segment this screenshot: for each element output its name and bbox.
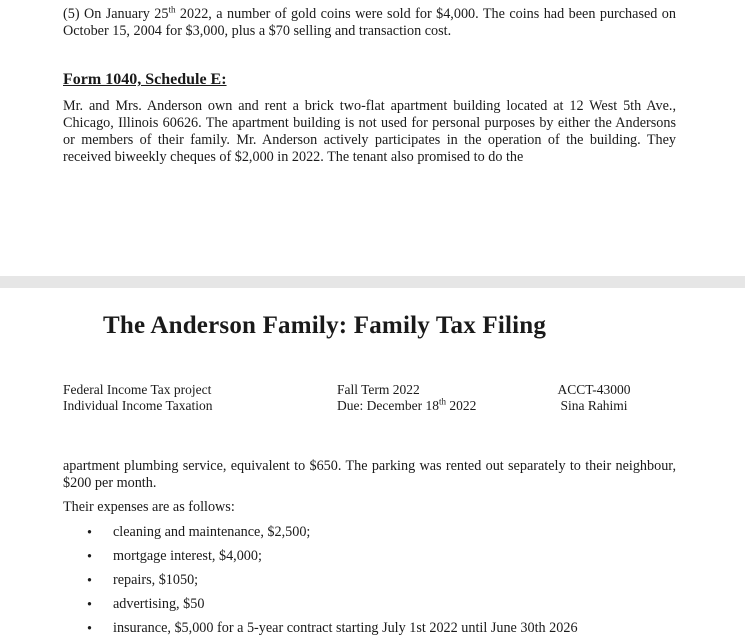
schedule-e-heading: Form 1040, Schedule E: xyxy=(63,71,227,88)
list-item xyxy=(63,524,578,548)
item-5-text-end: 2022, a number of gold coins were sold for $4,000. The coins had been purchased on October 15, 2004 for $3,000, plus a $70 selling and transaction cost. xyxy=(63,6,676,39)
bullet-icon: • xyxy=(87,525,92,541)
due-date-text: Due: December 18 xyxy=(337,398,439,413)
list-item xyxy=(63,596,578,620)
header-middle-line-2 xyxy=(337,398,476,414)
header-left-line-1: Federal Income Tax project xyxy=(63,382,212,397)
expense-text: mortgage interest, $4,000; xyxy=(113,548,262,564)
expense-text: insurance, $5,000 for a 5-year contract starting July 1st 2022 until June 30th 2026 xyxy=(113,620,578,636)
schedule-e-paragraph: Mr. and Mrs. Anderson own and rent a brick two-flat apartment building located at 12 West 5th Ave., Chicago, Illinois 60626. The apartment building is not used for personal purposes by either the Andersons or members of their family. Mr. Anderson actively participates in the operation of the building. They received biweekly cheques of $2,000 in 2022. The tenant also promised to do the xyxy=(63,98,676,165)
continued-paragraph: apartment plumbing service, equivalent to $650. The parking was rented out separately to their neighbour, $200 per month. xyxy=(63,458,676,491)
header-middle-line-1: Fall Term 2022 xyxy=(337,382,420,397)
course-code: ACCT-43000 xyxy=(557,382,631,397)
author-name: Sina Rahimi xyxy=(560,398,628,413)
bullet-icon: • xyxy=(87,597,92,613)
page-separator xyxy=(0,276,745,288)
list-item xyxy=(63,548,578,572)
item-5-text-start: (5) On January 25 xyxy=(63,6,169,22)
header-left-line-2: Individual Income Taxation xyxy=(63,398,213,413)
list-item xyxy=(63,572,578,596)
bullet-icon: • xyxy=(87,573,92,589)
expenses-list xyxy=(63,524,578,644)
document-page-1 xyxy=(0,0,745,276)
list-item xyxy=(63,620,578,644)
due-date-year: 2022 xyxy=(445,398,477,413)
expenses-intro: Their expenses are as follows: xyxy=(63,499,235,515)
expense-text: cleaning and maintenance, $2,500; xyxy=(113,524,311,540)
bullet-icon: • xyxy=(87,549,92,565)
header-left xyxy=(63,382,213,414)
item-5-paragraph xyxy=(63,6,676,40)
document-page-2 xyxy=(0,288,745,637)
expense-text: advertising, $50 xyxy=(113,596,205,612)
due-date-superscript: th xyxy=(438,396,446,407)
item-5-superscript: th xyxy=(168,4,176,15)
bullet-icon: • xyxy=(87,621,92,637)
page-title: The Anderson Family: Family Tax Filing xyxy=(103,312,547,339)
header-middle xyxy=(337,382,476,414)
expense-text: repairs, $1050; xyxy=(113,572,199,588)
header-right xyxy=(556,382,632,414)
